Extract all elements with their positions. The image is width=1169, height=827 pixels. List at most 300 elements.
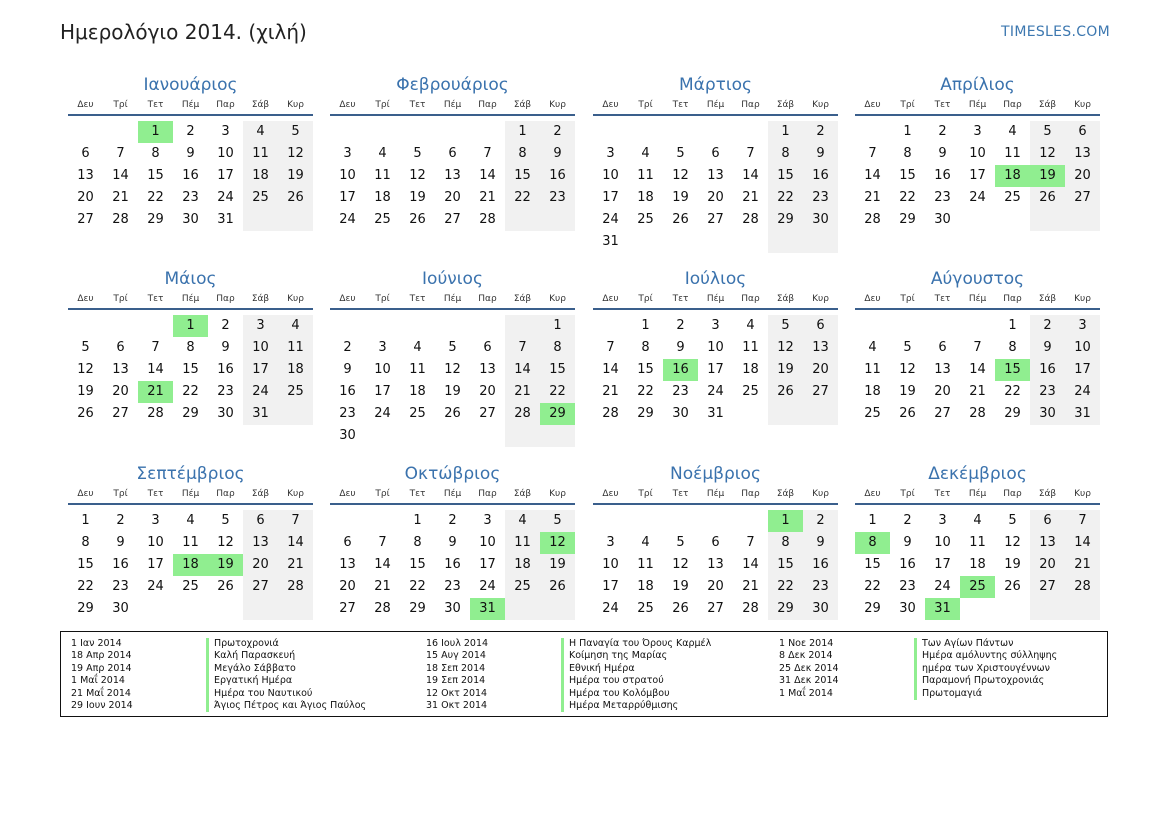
day-cell[interactable]: 6 <box>448 146 457 161</box>
day-cell[interactable]: 8 <box>903 146 912 161</box>
day-cell[interactable]: 20 <box>707 190 724 205</box>
day-cell[interactable]: 31 <box>707 406 724 421</box>
day-cell[interactable]: 25 <box>637 601 654 616</box>
day-cell[interactable]: 16 <box>339 384 356 399</box>
day-cell[interactable]: 26 <box>77 406 94 421</box>
day-cell[interactable]: 8 <box>540 337 575 359</box>
day-cell[interactable]: 5 <box>676 146 685 161</box>
day-cell[interactable]: 8 <box>81 535 90 550</box>
day-cell[interactable]: 11 <box>742 340 759 355</box>
day-cell[interactable]: 6 <box>243 510 278 532</box>
day-cell[interactable]: 25 <box>409 406 426 421</box>
day-cell[interactable]: 21 <box>479 190 496 205</box>
day-cell[interactable]: 3 <box>378 340 387 355</box>
day-cell[interactable]: 28 <box>742 212 759 227</box>
day-cell[interactable]: 17 <box>602 579 619 594</box>
day-cell[interactable]: 27 <box>803 381 838 403</box>
day-cell[interactable]: 20 <box>1030 554 1065 576</box>
day-cell[interactable]: 5 <box>448 340 457 355</box>
day-cell[interactable]: 6 <box>343 535 352 550</box>
day-cell[interactable]: 18 <box>637 579 654 594</box>
day-cell[interactable]: 23 <box>803 187 838 209</box>
day-cell[interactable]: 14 <box>1065 532 1100 554</box>
day-cell[interactable]: 29 <box>409 601 426 616</box>
day-cell[interactable]: 26 <box>217 579 234 594</box>
day-cell[interactable]: 22 <box>505 187 540 209</box>
day-cell[interactable]: 6 <box>711 146 720 161</box>
day-cell[interactable]: 30 <box>899 601 916 616</box>
day-cell[interactable]: 30 <box>217 406 234 421</box>
day-cell[interactable]: 19 <box>1004 557 1021 572</box>
day-cell[interactable]: 6 <box>803 315 838 337</box>
site-link[interactable]: TIMESLES.COM <box>1001 24 1110 40</box>
day-cell[interactable]: 16 <box>112 557 129 572</box>
day-cell[interactable]: 8 <box>505 143 540 165</box>
day-cell[interactable]: 14 <box>742 168 759 183</box>
day-cell[interactable]: 30 <box>444 601 461 616</box>
day-cell[interactable]: 1 <box>641 318 650 333</box>
day-cell[interactable]: 25 <box>742 384 759 399</box>
day-cell[interactable]: 23 <box>934 190 951 205</box>
day-cell[interactable]: 13 <box>934 362 951 377</box>
day-cell[interactable]: 22 <box>768 576 803 598</box>
day-cell[interactable]: 18 <box>173 554 208 576</box>
day-cell[interactable]: 29 <box>899 212 916 227</box>
day-cell[interactable]: 24 <box>147 579 164 594</box>
day-cell[interactable]: 31 <box>217 212 234 227</box>
day-cell[interactable]: 27 <box>934 406 951 421</box>
day-cell[interactable]: 15 <box>182 362 199 377</box>
day-cell[interactable]: 21 <box>278 554 313 576</box>
day-cell[interactable]: 3 <box>221 124 230 139</box>
day-cell[interactable]: 21 <box>138 381 173 403</box>
day-cell[interactable]: 13 <box>444 168 461 183</box>
day-cell[interactable]: 9 <box>676 340 685 355</box>
day-cell[interactable]: 16 <box>803 165 838 187</box>
day-cell[interactable]: 1 <box>138 121 173 143</box>
day-cell[interactable]: 17 <box>1065 359 1100 381</box>
day-cell[interactable]: 8 <box>855 532 890 554</box>
day-cell[interactable]: 6 <box>1065 121 1100 143</box>
day-cell[interactable]: 21 <box>864 190 881 205</box>
day-cell[interactable]: 27 <box>707 212 724 227</box>
day-cell[interactable]: 8 <box>151 146 160 161</box>
day-cell[interactable]: 30 <box>803 598 838 620</box>
day-cell[interactable]: 2 <box>803 510 838 532</box>
day-cell[interactable]: 10 <box>147 535 164 550</box>
day-cell[interactable]: 19 <box>208 554 243 576</box>
day-cell[interactable]: 30 <box>1030 403 1065 425</box>
day-cell[interactable]: 24 <box>339 212 356 227</box>
day-cell[interactable]: 17 <box>707 362 724 377</box>
day-cell[interactable]: 27 <box>479 406 496 421</box>
day-cell[interactable]: 20 <box>243 554 278 576</box>
day-cell[interactable]: 4 <box>868 340 877 355</box>
day-cell[interactable]: 17 <box>374 384 391 399</box>
day-cell[interactable]: 14 <box>505 359 540 381</box>
day-cell[interactable]: 12 <box>672 168 689 183</box>
day-cell[interactable]: 3 <box>243 315 278 337</box>
day-cell[interactable]: 29 <box>768 209 803 231</box>
day-cell[interactable]: 15 <box>995 359 1030 381</box>
day-cell[interactable]: 2 <box>186 124 195 139</box>
day-cell[interactable]: 3 <box>343 146 352 161</box>
day-cell[interactable]: 8 <box>768 143 803 165</box>
day-cell[interactable]: 30 <box>803 209 838 231</box>
day-cell[interactable]: 22 <box>540 381 575 403</box>
day-cell[interactable]: 17 <box>934 557 951 572</box>
day-cell[interactable]: 27 <box>1030 576 1065 598</box>
day-cell[interactable]: 3 <box>606 535 615 550</box>
day-cell[interactable]: 1 <box>903 124 912 139</box>
day-cell[interactable]: 26 <box>540 576 575 598</box>
day-cell[interactable]: 25 <box>182 579 199 594</box>
day-cell[interactable]: 26 <box>444 406 461 421</box>
day-cell[interactable]: 11 <box>969 535 986 550</box>
day-cell[interactable]: 29 <box>768 598 803 620</box>
day-cell[interactable]: 26 <box>278 187 313 209</box>
day-cell[interactable]: 6 <box>711 535 720 550</box>
day-cell[interactable]: 30 <box>339 428 356 443</box>
day-cell[interactable]: 20 <box>707 579 724 594</box>
day-cell[interactable]: 12 <box>1004 535 1021 550</box>
day-cell[interactable]: 18 <box>995 165 1030 187</box>
day-cell[interactable]: 4 <box>278 315 313 337</box>
day-cell[interactable]: 17 <box>479 557 496 572</box>
day-cell[interactable]: 20 <box>479 384 496 399</box>
day-cell[interactable]: 27 <box>707 601 724 616</box>
day-cell[interactable]: 16 <box>899 557 916 572</box>
day-cell[interactable]: 21 <box>742 190 759 205</box>
day-cell[interactable]: 17 <box>339 190 356 205</box>
day-cell[interactable]: 6 <box>483 340 492 355</box>
day-cell[interactable]: 11 <box>505 532 540 554</box>
day-cell[interactable]: 1 <box>540 315 575 337</box>
day-cell[interactable]: 3 <box>606 146 615 161</box>
day-cell[interactable]: 13 <box>707 557 724 572</box>
day-cell[interactable]: 27 <box>77 212 94 227</box>
day-cell[interactable]: 29 <box>182 406 199 421</box>
day-cell[interactable]: 10 <box>602 557 619 572</box>
day-cell[interactable]: 7 <box>746 146 755 161</box>
day-cell[interactable]: 1 <box>413 513 422 528</box>
day-cell[interactable]: 28 <box>505 403 540 425</box>
day-cell[interactable]: 24 <box>217 190 234 205</box>
day-cell[interactable]: 4 <box>641 535 650 550</box>
day-cell[interactable]: 9 <box>938 146 947 161</box>
day-cell[interactable]: 2 <box>938 124 947 139</box>
day-cell[interactable]: 8 <box>768 532 803 554</box>
day-cell[interactable]: 26 <box>768 381 803 403</box>
day-cell[interactable]: 25 <box>960 576 995 598</box>
day-cell[interactable]: 24 <box>243 381 278 403</box>
day-cell[interactable]: 22 <box>77 579 94 594</box>
day-cell[interactable]: 1 <box>173 315 208 337</box>
day-cell[interactable]: 21 <box>505 381 540 403</box>
day-cell[interactable]: 28 <box>602 406 619 421</box>
day-cell[interactable]: 22 <box>147 190 164 205</box>
day-cell[interactable]: 15 <box>768 554 803 576</box>
day-cell[interactable]: 9 <box>221 340 230 355</box>
day-cell[interactable]: 16 <box>934 168 951 183</box>
day-cell[interactable]: 1 <box>1008 318 1017 333</box>
day-cell[interactable]: 31 <box>602 234 619 249</box>
day-cell[interactable]: 28 <box>147 406 164 421</box>
day-cell[interactable]: 12 <box>217 535 234 550</box>
day-cell[interactable]: 11 <box>637 168 654 183</box>
day-cell[interactable]: 18 <box>505 554 540 576</box>
day-cell[interactable]: 31 <box>925 598 960 620</box>
day-cell[interactable]: 2 <box>448 513 457 528</box>
day-cell[interactable]: 28 <box>864 212 881 227</box>
day-cell[interactable]: 15 <box>864 557 881 572</box>
day-cell[interactable]: 5 <box>768 315 803 337</box>
day-cell[interactable]: 22 <box>864 579 881 594</box>
day-cell[interactable]: 10 <box>243 337 278 359</box>
day-cell[interactable]: 23 <box>540 187 575 209</box>
day-cell[interactable]: 25 <box>637 212 654 227</box>
day-cell[interactable]: 8 <box>1008 340 1017 355</box>
day-cell[interactable]: 10 <box>969 146 986 161</box>
day-cell[interactable]: 13 <box>339 557 356 572</box>
day-cell[interactable]: 26 <box>409 212 426 227</box>
day-cell[interactable]: 18 <box>742 362 759 377</box>
day-cell[interactable]: 26 <box>899 406 916 421</box>
day-cell[interactable]: 20 <box>339 579 356 594</box>
day-cell[interactable]: 19 <box>899 384 916 399</box>
day-cell[interactable]: 18 <box>278 359 313 381</box>
day-cell[interactable]: 4 <box>1008 124 1017 139</box>
day-cell[interactable]: 23 <box>1030 381 1065 403</box>
day-cell[interactable]: 19 <box>540 554 575 576</box>
day-cell[interactable]: 4 <box>505 510 540 532</box>
day-cell[interactable]: 24 <box>969 190 986 205</box>
day-cell[interactable]: 18 <box>374 190 391 205</box>
day-cell[interactable]: 6 <box>1030 510 1065 532</box>
day-cell[interactable]: 20 <box>444 190 461 205</box>
day-cell[interactable]: 14 <box>602 362 619 377</box>
day-cell[interactable]: 9 <box>540 143 575 165</box>
day-cell[interactable]: 11 <box>1004 146 1021 161</box>
day-cell[interactable]: 28 <box>278 576 313 598</box>
day-cell[interactable]: 9 <box>448 535 457 550</box>
day-cell[interactable]: 29 <box>1004 406 1021 421</box>
day-cell[interactable]: 26 <box>672 212 689 227</box>
day-cell[interactable]: 12 <box>1030 143 1065 165</box>
day-cell[interactable]: 15 <box>637 362 654 377</box>
day-cell[interactable]: 4 <box>413 340 422 355</box>
day-cell[interactable]: 21 <box>1065 554 1100 576</box>
day-cell[interactable]: 19 <box>77 384 94 399</box>
day-cell[interactable]: 10 <box>217 146 234 161</box>
day-cell[interactable]: 11 <box>182 535 199 550</box>
day-cell[interactable]: 4 <box>186 513 195 528</box>
day-cell[interactable]: 12 <box>77 362 94 377</box>
day-cell[interactable]: 2 <box>903 513 912 528</box>
day-cell[interactable]: 14 <box>112 168 129 183</box>
day-cell[interactable]: 23 <box>672 384 689 399</box>
day-cell[interactable]: 12 <box>278 143 313 165</box>
day-cell[interactable]: 31 <box>243 403 278 425</box>
day-cell[interactable]: 5 <box>676 535 685 550</box>
day-cell[interactable]: 10 <box>934 535 951 550</box>
day-cell[interactable]: 21 <box>374 579 391 594</box>
day-cell[interactable]: 3 <box>151 513 160 528</box>
day-cell[interactable]: 11 <box>637 557 654 572</box>
day-cell[interactable]: 2 <box>540 121 575 143</box>
day-cell[interactable]: 15 <box>77 557 94 572</box>
day-cell[interactable]: 5 <box>903 340 912 355</box>
day-cell[interactable]: 18 <box>637 190 654 205</box>
day-cell[interactable]: 25 <box>374 212 391 227</box>
day-cell[interactable]: 26 <box>1030 187 1065 209</box>
day-cell[interactable]: 2 <box>1030 315 1065 337</box>
day-cell[interactable]: 26 <box>672 601 689 616</box>
day-cell[interactable]: 10 <box>1065 337 1100 359</box>
day-cell[interactable]: 19 <box>278 165 313 187</box>
day-cell[interactable]: 8 <box>186 340 195 355</box>
day-cell[interactable]: 2 <box>676 318 685 333</box>
day-cell[interactable]: 9 <box>186 146 195 161</box>
day-cell[interactable]: 14 <box>479 168 496 183</box>
day-cell[interactable]: 15 <box>899 168 916 183</box>
day-cell[interactable]: 19 <box>672 579 689 594</box>
day-cell[interactable]: 27 <box>1065 187 1100 209</box>
day-cell[interactable]: 16 <box>1030 359 1065 381</box>
day-cell[interactable]: 16 <box>663 359 698 381</box>
day-cell[interactable]: 10 <box>602 168 619 183</box>
day-cell[interactable]: 11 <box>409 362 426 377</box>
day-cell[interactable]: 25 <box>278 381 313 403</box>
day-cell[interactable]: 6 <box>81 146 90 161</box>
day-cell[interactable]: 23 <box>899 579 916 594</box>
day-cell[interactable]: 15 <box>147 168 164 183</box>
day-cell[interactable]: 9 <box>116 535 125 550</box>
day-cell[interactable]: 9 <box>903 535 912 550</box>
day-cell[interactable]: 5 <box>413 146 422 161</box>
day-cell[interactable]: 23 <box>444 579 461 594</box>
day-cell[interactable]: 11 <box>278 337 313 359</box>
day-cell[interactable]: 12 <box>409 168 426 183</box>
day-cell[interactable]: 4 <box>746 318 755 333</box>
day-cell[interactable]: 1 <box>81 513 90 528</box>
day-cell[interactable]: 18 <box>243 165 278 187</box>
day-cell[interactable]: 15 <box>409 557 426 572</box>
day-cell[interactable]: 16 <box>217 362 234 377</box>
day-cell[interactable]: 21 <box>969 384 986 399</box>
day-cell[interactable]: 30 <box>672 406 689 421</box>
day-cell[interactable]: 24 <box>479 579 496 594</box>
day-cell[interactable]: 2 <box>803 121 838 143</box>
day-cell[interactable]: 11 <box>243 143 278 165</box>
day-cell[interactable]: 20 <box>803 359 838 381</box>
day-cell[interactable]: 10 <box>479 535 496 550</box>
day-cell[interactable]: 22 <box>768 187 803 209</box>
day-cell[interactable]: 27 <box>112 406 129 421</box>
day-cell[interactable]: 15 <box>540 359 575 381</box>
day-cell[interactable]: 26 <box>1004 579 1021 594</box>
day-cell[interactable]: 28 <box>969 406 986 421</box>
day-cell[interactable]: 12 <box>768 337 803 359</box>
day-cell[interactable]: 16 <box>803 554 838 576</box>
day-cell[interactable]: 2 <box>221 318 230 333</box>
day-cell[interactable]: 24 <box>707 384 724 399</box>
day-cell[interactable]: 29 <box>147 212 164 227</box>
day-cell[interactable]: 17 <box>217 168 234 183</box>
day-cell[interactable]: 22 <box>182 384 199 399</box>
day-cell[interactable]: 28 <box>112 212 129 227</box>
day-cell[interactable]: 11 <box>374 168 391 183</box>
day-cell[interactable]: 15 <box>768 165 803 187</box>
day-cell[interactable]: 4 <box>243 121 278 143</box>
day-cell[interactable]: 3 <box>483 513 492 528</box>
day-cell[interactable]: 16 <box>182 168 199 183</box>
day-cell[interactable]: 17 <box>969 168 986 183</box>
day-cell[interactable]: 3 <box>711 318 720 333</box>
day-cell[interactable]: 7 <box>606 340 615 355</box>
day-cell[interactable]: 30 <box>182 212 199 227</box>
day-cell[interactable]: 22 <box>899 190 916 205</box>
day-cell[interactable]: 6 <box>938 340 947 355</box>
day-cell[interactable]: 19 <box>1030 165 1065 187</box>
day-cell[interactable]: 25 <box>864 406 881 421</box>
day-cell[interactable]: 13 <box>243 532 278 554</box>
day-cell[interactable]: 30 <box>934 212 951 227</box>
day-cell[interactable]: 9 <box>803 532 838 554</box>
day-cell[interactable]: 12 <box>540 532 575 554</box>
day-cell[interactable]: 3 <box>973 124 982 139</box>
day-cell[interactable]: 27 <box>243 576 278 598</box>
day-cell[interactable]: 22 <box>409 579 426 594</box>
day-cell[interactable]: 7 <box>973 340 982 355</box>
day-cell[interactable]: 20 <box>1065 165 1100 187</box>
day-cell[interactable]: 5 <box>1008 513 1017 528</box>
day-cell[interactable]: 1 <box>505 121 540 143</box>
day-cell[interactable]: 6 <box>116 340 125 355</box>
day-cell[interactable]: 2 <box>343 340 352 355</box>
day-cell[interactable]: 27 <box>444 212 461 227</box>
day-cell[interactable]: 25 <box>505 576 540 598</box>
day-cell[interactable]: 7 <box>278 510 313 532</box>
day-cell[interactable]: 16 <box>540 165 575 187</box>
day-cell[interactable]: 7 <box>868 146 877 161</box>
day-cell[interactable]: 18 <box>409 384 426 399</box>
day-cell[interactable]: 21 <box>742 579 759 594</box>
day-cell[interactable]: 2 <box>116 513 125 528</box>
day-cell[interactable]: 28 <box>742 601 759 616</box>
day-cell[interactable]: 31 <box>1065 403 1100 425</box>
day-cell[interactable]: 5 <box>540 510 575 532</box>
day-cell[interactable]: 3 <box>1065 315 1100 337</box>
day-cell[interactable]: 10 <box>707 340 724 355</box>
day-cell[interactable]: 28 <box>479 212 496 227</box>
day-cell[interactable]: 5 <box>278 121 313 143</box>
day-cell[interactable]: 27 <box>339 601 356 616</box>
day-cell[interactable]: 20 <box>934 384 951 399</box>
day-cell[interactable]: 23 <box>339 406 356 421</box>
day-cell[interactable]: 13 <box>707 168 724 183</box>
day-cell[interactable]: 4 <box>973 513 982 528</box>
day-cell[interactable]: 14 <box>969 362 986 377</box>
day-cell[interactable]: 7 <box>505 337 540 359</box>
day-cell[interactable]: 7 <box>378 535 387 550</box>
day-cell[interactable]: 1 <box>768 510 803 532</box>
day-cell[interactable]: 1 <box>868 513 877 528</box>
day-cell[interactable]: 24 <box>374 406 391 421</box>
day-cell[interactable]: 29 <box>77 601 94 616</box>
day-cell[interactable]: 10 <box>374 362 391 377</box>
day-cell[interactable]: 20 <box>77 190 94 205</box>
